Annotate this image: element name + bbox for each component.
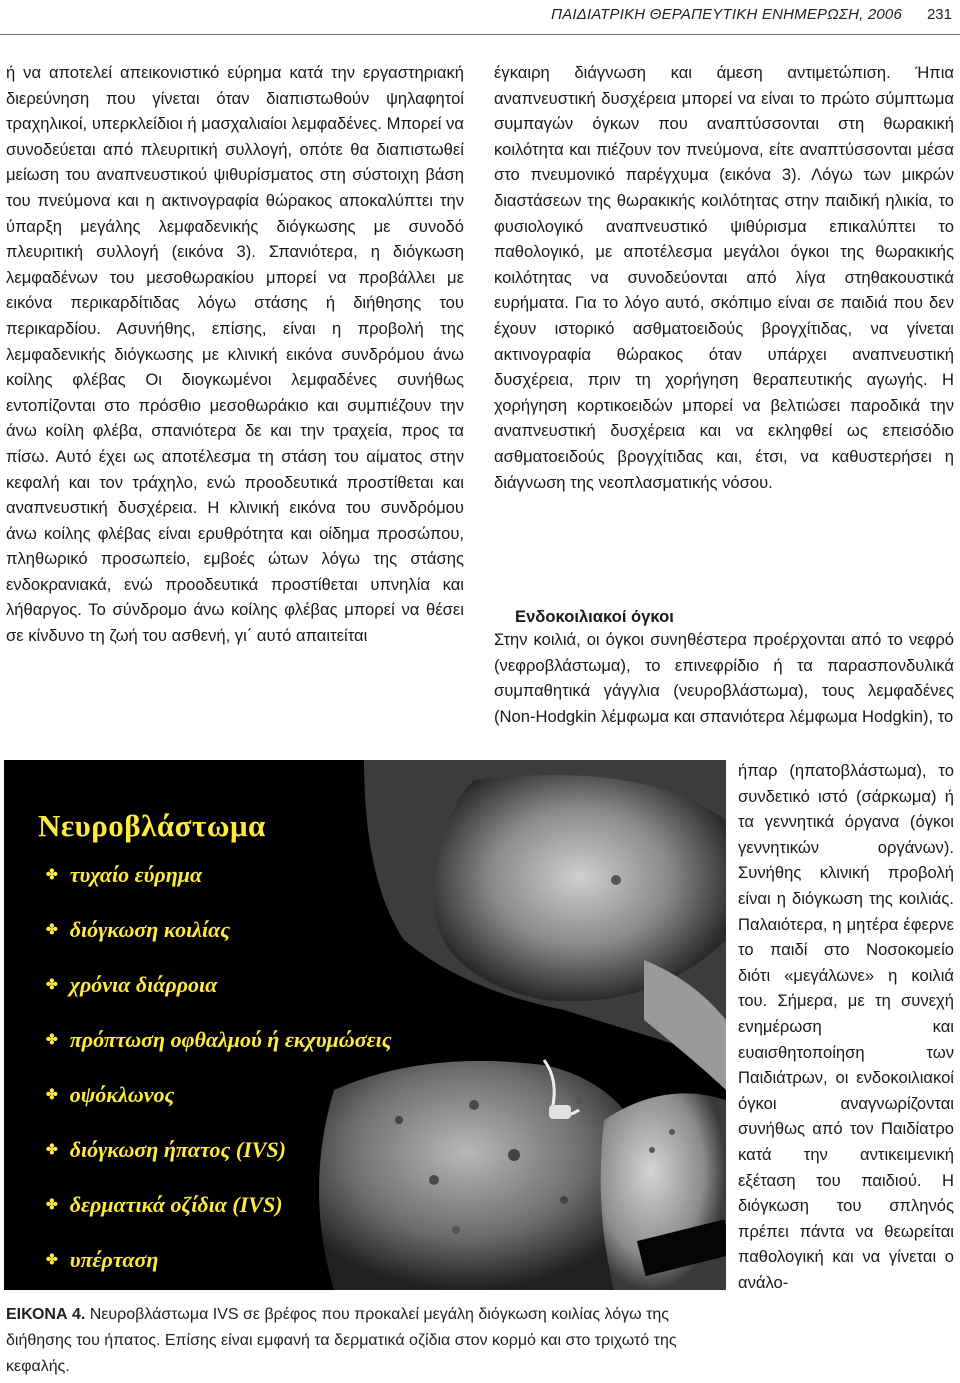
bullet-text: διόγκωση ήπατος (IVS) <box>69 1137 286 1162</box>
slide-bullet <box>46 917 230 943</box>
bullet-icon: ✤ <box>46 1198 58 1213</box>
slide-bullet <box>46 1137 286 1163</box>
figure-caption <box>6 1302 718 1380</box>
caption-text: Νευροβλάστωμα IVS σε βρέφος που προκαλεί μεγάλη διόγκωση κοιλίας λόγω της διήθησης του ήπατος. Επίσης είναι εμφανή τα δερματικά οζίδια στον κορμό και στο τριχωτό της κεφαλής. <box>6 1306 677 1375</box>
slide-bullet <box>46 1027 392 1053</box>
bullet-icon: ✤ <box>46 1033 58 1048</box>
slide-bullet <box>46 972 217 998</box>
bullet-icon: ✤ <box>46 868 58 883</box>
slide-bullet <box>46 1192 283 1218</box>
section-paragraph-wide: Στην κοιλιά, οι όγκοι συνηθέστερα προέρχονται από το νεφρό (νεφροβλάστωμα), το επινεφρίδιο ή τα παρασπονδυλικά συμπαθητικά γάγγλια (νευροβλάστωμα), τους λεμφαδένες (Non-Hodgkin λέμφωμα και σπανιότερα λέμφωμα Hodgkin), το <box>494 630 954 726</box>
bullet-icon: ✤ <box>46 1253 58 1268</box>
bullet-text: οψόκλωνος <box>69 1082 175 1107</box>
journal-title: ΠΑΙΔΙΑΤΡΙΚΗ ΘΕΡΑΠΕΥΤΙΚΗ ΕΝΗΜΕΡΩΣΗ, 2006 <box>551 6 902 23</box>
bullet-text: τυχαίο εύρημα <box>69 862 203 887</box>
right-column-text: έγκαιρη διάγνωση και άμεση αντιμετώπιση. Ήπια αναπνευστική δυσχέρεια μπορεί να είναι το πρώτο σύμπτωμα συμπαγών όγκων που αναπτύσσονται στη θωρακική κοιλότητα και πιέζουν τον πνεύμονα, είτε αναπτύσσονται μέσα στο πνευμονικό παρέγχυμα (εικόνα 3). Λόγω των μικρών διαστάσεων της θωρακικής κοιλότητας στην παιδική ηλικία, το φυσιολογικό αναπνευστικό ψιθύρισμα επικαλύπτει το παθολογικό, με αποτέλεσμα μεγάλοι όγκοι της θωρακικής κοιλότητας να συνοδεύονται από λίγα στηθακουστικά ευρήματα. Για το λόγο αυτό, σκόπιμο είναι σε παιδιά που δεν έχουν ιστορικό ασθματοειδούς βρογχίτιδας, να γίνεται ακτινογραφία θώρακος όταν υπάρχει αναπνευστική δυσχέρεια, πριν τη χορήγηση θεραπευτικής αγωγής. Η χορήγηση κορτικοειδών μπορεί να βελτιώσει παροδικά την αναπνευστική δυσχέρεια και να εκληφθεί ως επεισόδιο ασθματοειδούς βρογχίτιδας και, έτσι, να καθυστερήσει η διάγνωση της νεοπλασματικής νόσου. <box>494 63 954 492</box>
bullet-text: πρόπτωση οφθαλμού ή εκχυμώσεις <box>69 1027 392 1052</box>
section-paragraph-narrow: ήπαρ (ηπατοβλάστωμα), το συνδετικό ιστό (σάρκωμα) ή τα γεννητικά όργανα (όγκοι γεννητικών οργάνων). Συνήθης κλινική προβολή είναι η διόγκωση της κοιλιάς. Παλαιότερα, η μητέρα έφερνε το παιδί στο Νοσοκομείο διότι «μεγάλωνε» η κοιλιά του. Σήμερα, με τη συνεχή ενημέρωση και ευαισθητοποίηση των Παιδιάτρων, οι ενδοκοιλιακοί όγκοι αναγνωρίζονται συνήθως από τον Παιδίατρο κατά την αντικειμενική εξέταση του παιδιού. Η διόγκωση του σπληνός πρέπει πάντα να θεωρείται παθολογική και να γίνεται ο ανάλο- <box>738 761 954 1292</box>
caption-label: ΕΙΚΟΝΑ 4. <box>6 1306 86 1323</box>
bullet-text: διόγκωση κοιλίας <box>69 917 231 942</box>
left-column-text: ή να αποτελεί απεικονιστικό εύρημα κατά την εργαστηριακή διερεύνηση που γίνεται όταν διαπιστωθούν ψηλαφητοί τραχηλικοί, υπερκλείδιοι ή μασχαλιαίοι λεμφαδένες. Μπορεί να συνοδεύεται από πλευριτική συλλογή, οπότε θα διαπιστωθεί μείωση του αναπνευστικού ψιθυρίσματος στη σύστοιχη βάση του πνεύμονα και η ακτινογραφία θώρακος αποκαλύπτει την ύπαρξη μεγάλης λεμφαδενικής διόγκωσης με συνοδό πλευριτική συλλογή (εικόνα 3). Σπανιότερα, η διόγκωση λεμφαδένων του μεσοθωρακίου μπορεί να προβάλλει με εικόνα περικαρδίτιδας λόγω στάσης ή διήθησης του περικαρδίου. Ασυνήθης, επίσης, είναι η προβολή της λεμφαδενικής διόγκωσης με κλινική εικόνα συνδρόμου άνω κοίλης φλέβας Οι διογκωμένοι λεμφαδένες συνήθως εντοπίζονται στο πρόσθιο μεσοθωράκιο και συμπιέζουν την άνω κοίλη φλέβα, σπανιότερα δε και την τραχεία, προς τα πίσω. Αυτό έχει ως αποτέλεσμα τη στάση του αίματος στην κεφαλή και τον τράχηλο, ενώ προοδευτικά προστίθεται και αναπνευστική δυσχέρεια. Η κλινική εικόνα του συνδρόμου άνω κοίλης φλέβας είναι ερυθρότητα και οίδημα προσώπου, πληθωρικό προσωπείο, εμβοές ώτων λόγω της στάσης ενδοκρανιακά, ενώ προοδευτικά προστίθεται υπνηλία και λήθαργος. Το σύνδρομο άνω κοίλης φλέβας μπορεί να θέσει σε κίνδυνο τη ζωή του ασθενή, γι΄ αυτό απαιτείται <box>6 63 464 646</box>
slide-title: Νευροβλάστωμα <box>38 808 266 843</box>
bullet-icon: ✤ <box>46 923 58 938</box>
slide-bullet <box>46 862 202 888</box>
bullet-text: δερματικά οζίδια (IVS) <box>69 1192 283 1217</box>
running-header <box>0 0 960 35</box>
slide-bullet <box>46 1082 174 1108</box>
section-heading: Ενδοκοιλιακοί όγκοι <box>515 607 674 626</box>
bullet-icon: ✤ <box>46 1088 58 1103</box>
bullet-text: χρόνια διάρροια <box>69 972 218 997</box>
slide-bullet <box>46 1247 158 1273</box>
page-number: 231 <box>926 6 952 23</box>
bullet-icon: ✤ <box>46 978 58 993</box>
bullet-icon: ✤ <box>46 1143 58 1158</box>
bullet-text: υπέρταση <box>69 1247 159 1272</box>
